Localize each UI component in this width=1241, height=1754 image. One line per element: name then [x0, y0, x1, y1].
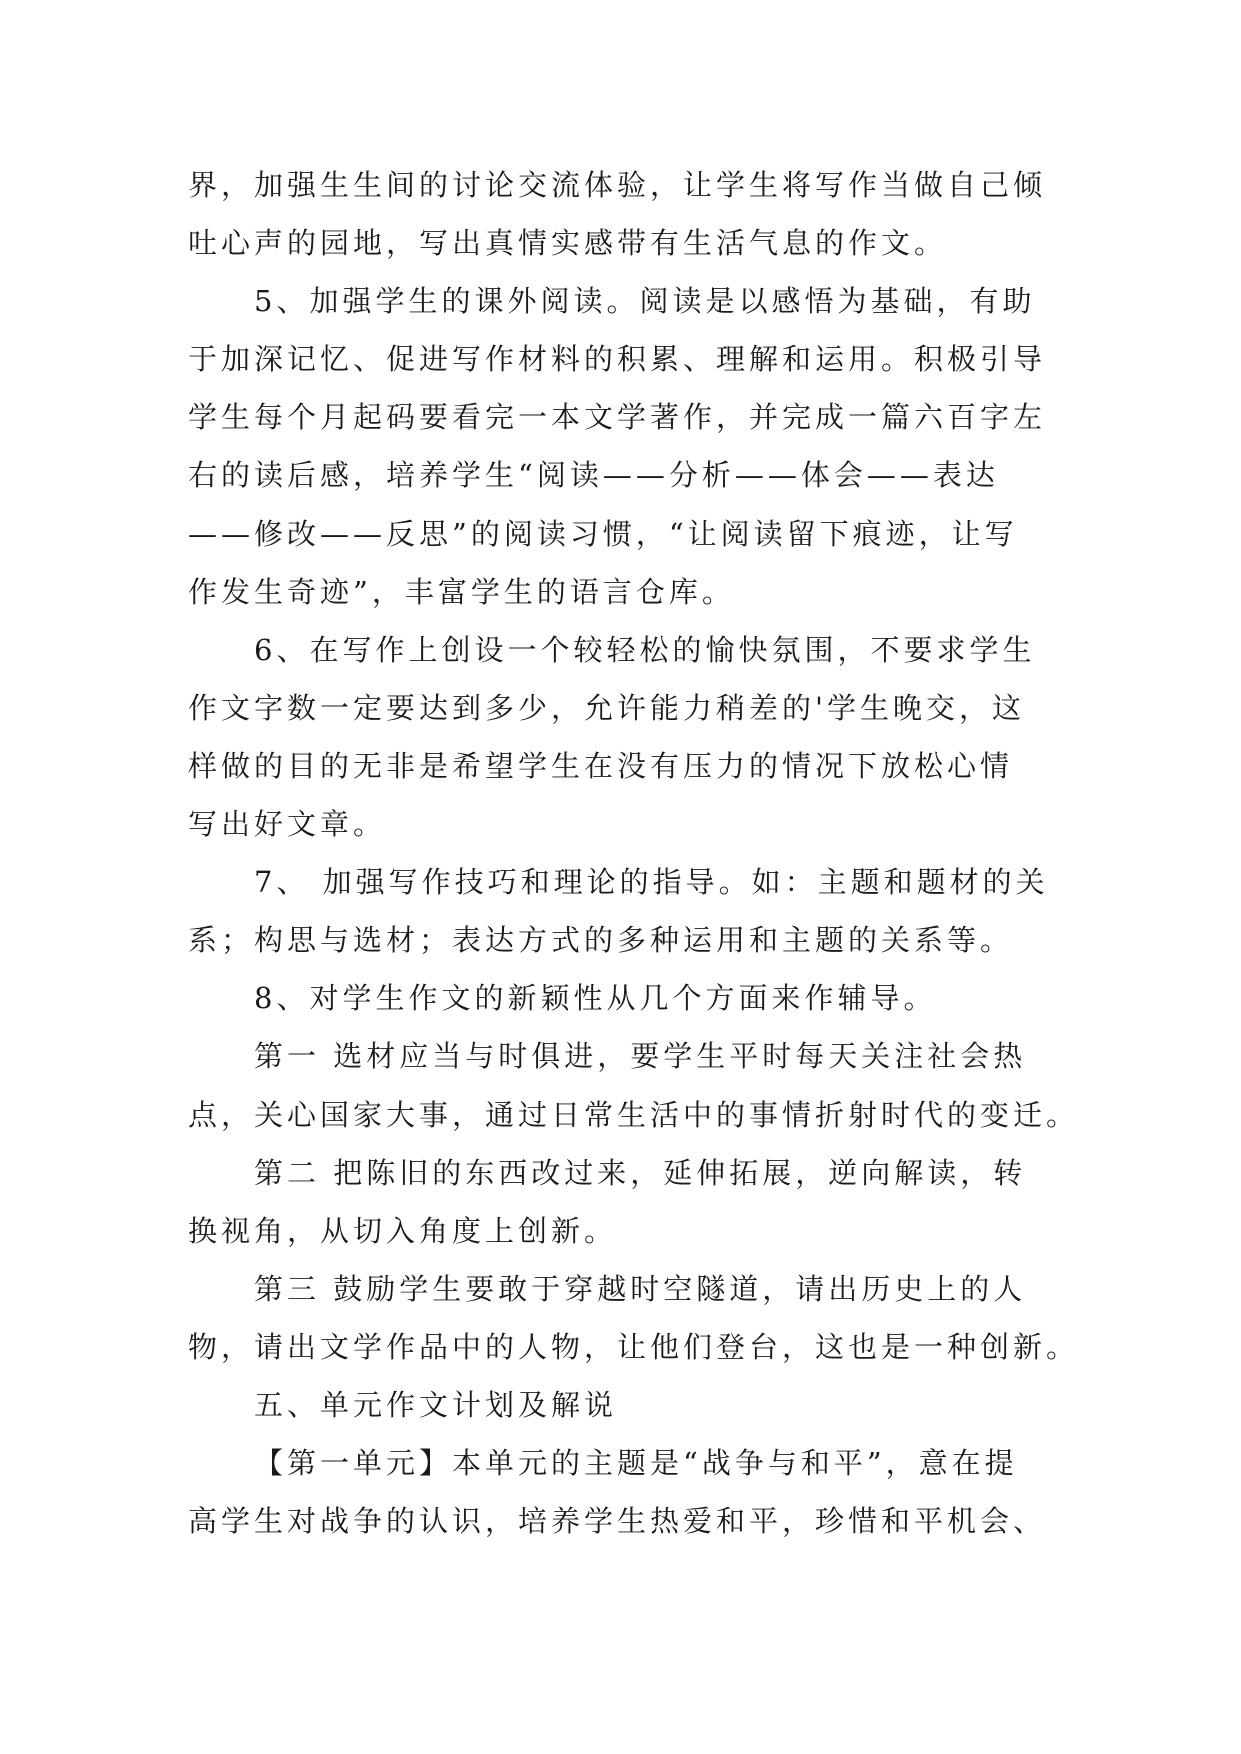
text-line: 第三 鼓励学生要敢于穿越时空隧道，请出历史上的人: [254, 1271, 1027, 1306]
text-line: 高学生对战争的认识，培养学生热爱和平，珍惜和平机会、: [188, 1504, 1047, 1539]
text-line: 界，加强生生间的讨论交流体验，让学生将写作当做自己倾: [188, 168, 1047, 202]
text-line: 第一 选材应当与时俱进，要学生平时每天关注社会热: [254, 1039, 1027, 1074]
text-line: 右的读后感，培养学生“阅读——分析——体会——表达: [188, 458, 999, 493]
text-line: 学生每个月起码要看完一本文学著作，并完成一篇六百字左: [188, 400, 1047, 435]
text-line: 【第一单元】本单元的主题是“战争与和平”，意在提: [254, 1446, 1018, 1481]
text-line: 换视角，从切入角度上创新。: [188, 1213, 618, 1248]
text-line: 点，关心国家大事，通过日常生活中的事情折射时代的变迁。: [188, 1097, 1080, 1132]
text-line: 系；构思与选材；表达方式的多种运用和主题的关系等。: [188, 923, 1014, 958]
section-heading: 五、单元作文计划及解说: [254, 1387, 618, 1422]
text-line: 6、在写作上创设一个较轻松的愉快氛围，不要求学生: [254, 632, 1036, 667]
text-line: ——修改——反思”的阅读习惯，“让阅读留下痕迹，让写: [188, 516, 1018, 551]
text-line: 物，请出文学作品中的人物，让他们登台，这也是一种创新。: [188, 1329, 1080, 1364]
text-line: 8、对学生作文的新颖性从几个方面来作辅导。: [254, 981, 937, 1016]
text-line: 5、加强学生的课外阅读。阅读是以感悟为基础，有助: [254, 284, 1036, 319]
text-line: 作发生奇迹”，丰富学生的语言仓库。: [188, 574, 735, 609]
text-line: 于加深记忆、促进写作材料的积累、理解和运用。积极引导: [188, 342, 1047, 377]
text-line: 第二 把陈旧的东西改过来，延伸拓展，逆向解读，转: [254, 1155, 1027, 1190]
document-body: [188, 156, 1080, 1550]
text-line: 7、 加强写作技巧和理论的指导。如：主题和题材的关: [254, 865, 1049, 900]
text-line: 吐心声的园地，写出真情实感带有生活气息的作文。: [188, 226, 948, 261]
text-line: 写出好文章。: [188, 807, 387, 842]
text-line: 样做的目的无非是希望学生在没有压力的情况下放松心情: [188, 748, 1014, 783]
text-line: 作文字数一定要达到多少，允许能力稍差的'学生晚交，这: [188, 690, 1025, 725]
